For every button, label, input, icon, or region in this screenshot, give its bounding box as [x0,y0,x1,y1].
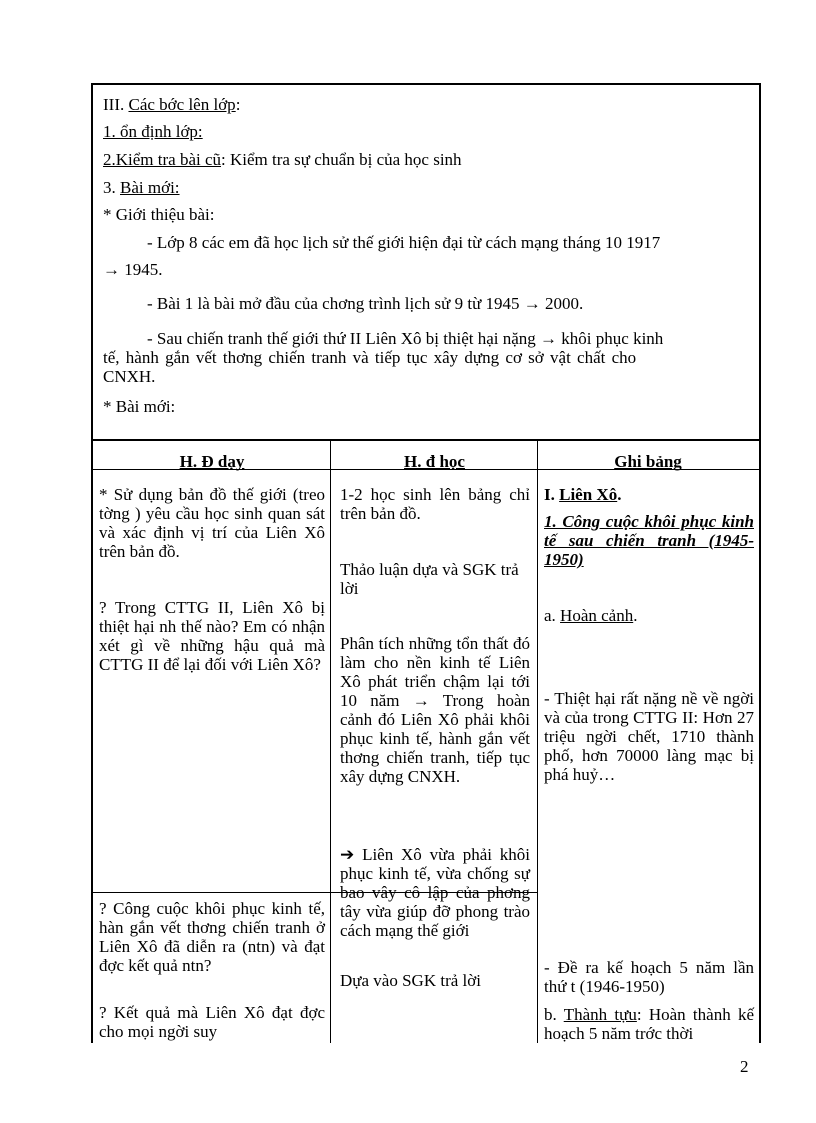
step-2: 2.Kiểm tra bài cũ: Kiểm tra sự chuẩn bị của học sinh [103,150,462,169]
student-conclusion: ➔ Liên Xô vừa phải khôi phục kinh tế, vừa chống sự bao vây cô lập của phơng tây vừa giúp đỡ phong trào cách mạng thế giới [340,845,530,940]
para1-line2: → 1945. [103,260,163,279]
section-heading: III. Các bớc lên lớp: [103,95,241,114]
teacher-question-damage: ? Trong CTTG II, Liên Xô bị thiệt hại nh thế nào? Em có nhận xét gì về những hậu quả mà CTTG II để lại đối với Liên Xô? [99,598,325,674]
arrow-icon: ➔ [340,845,355,864]
board-subtitle: 1. Công cuộc khôi phục kinh tế sau chiến tranh (1945- 1950) [544,512,754,569]
para3-line3: CNXH. [103,367,156,386]
para3-line1: - Sau chiến tranh thế giới thứ II Liên Xô bị thiệt hại nặng → khôi phục kinh [147,329,664,348]
board-damage-text: - Thiệt hại rất nặng nề về ngời và của trong CTTG II: Hơn 27 triệu ngời chết, 1710 thành phố, hơn 70000 làng mạc bị phá huỷ… [544,689,754,784]
board-title: I. Liên Xô. [544,485,622,504]
header-board-notes: Ghi bảng [614,452,682,471]
step-3: 3. Bài mới: [103,178,180,197]
para2: - Bài 1 là bài mở đầu của chơng trình lịch sử 9 từ 1945 → 2000. [147,294,584,313]
teacher-question-results: ? Kết quả mà Liên Xô đạt đợc cho mọi ngời suy [99,1003,325,1041]
teacher-map-instruction: * Sử dụng bản đồ thế giới (treo tờng ) yêu cầu học sinh quan sát và xác định vị trí của Liên Xô trên bản đồ. [99,485,325,561]
student-sgk-answer: Dựa vào SGK trả lời [340,971,481,990]
board-section-a: a. Hoàn cảnh. [544,606,638,625]
student-analysis: Phân tích những tổn thất đó làm cho nền kinh tế Liên Xô phát triển chậm lại tới 10 năm → Trong hoàn cảnh đó Liên Xô phải khôi phục kinh tế, hành gắn vết thơng chiến tranh, tiếp tục xây dựng CNXH. [340,634,530,786]
board-five-year-plan: - Đề ra kế hoạch 5 năm lần thứ t (1946-1950) [544,958,754,996]
header-teacher-activity: H. Đ dạy [179,452,245,471]
student-map-response: 1-2 học sinh lên bảng chỉ trên bản đồ. [340,485,530,523]
new-lesson-label: * Bài mới: [103,397,176,416]
para3-line2: tế, hành gắn vết thơng chiến tranh và tiếp tục xây dựng cơ sở vật chất cho [103,348,637,367]
intro-label: * Giới thiệu bài: [103,205,215,224]
para1-line1: - Lớp 8 các em đã học lịch sử thế giới hiện đại từ cách mạng tháng 10 1917 [147,233,661,252]
header-student-activity: H. đ học [404,452,465,471]
teacher-question-recovery: ? Công cuộc khôi phục kinh tế, hàn gắn vết thơng chiến tranh ở Liên Xô đã diễn ra (ntn) và đạt đợc kết quả ntn? [99,899,325,975]
board-section-b: b. Thành tựu: Hoàn thành kế hoạch 5 năm trớc thời [544,1005,755,1043]
page-number: 2 [740,1057,749,1076]
step-1: 1. ổn định lớp: [103,122,203,141]
student-discussion: Thảo luận dựa và SGK trả lời [340,560,519,598]
